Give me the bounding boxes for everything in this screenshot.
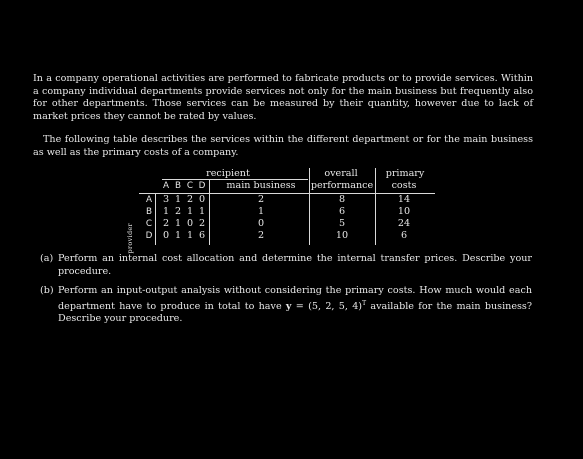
header-primary: primary (385, 168, 425, 179)
cell-d-c: 1 (186, 230, 194, 241)
rule-under-recipient (162, 179, 308, 180)
transpose-superscript: T (362, 299, 367, 307)
cell-d-d: 6 (198, 230, 206, 241)
cell-b-costs: 10 (397, 206, 411, 217)
cell-b-b: 2 (174, 206, 182, 217)
cell-d-main: 2 (257, 230, 265, 241)
cell-d-a: 0 (162, 230, 170, 241)
cell-b-a: 1 (162, 206, 170, 217)
cell-a-main: 2 (257, 194, 265, 205)
cell-b-main: 1 (257, 206, 265, 217)
rule-row-labels (155, 194, 156, 245)
row-label-d: D (145, 231, 153, 241)
question-b-vector-value: = (5, 2, 5, 4) (291, 300, 363, 312)
cell-b-overall: 6 (338, 206, 346, 217)
provider-label: provider (125, 223, 134, 254)
col-header-c: C (186, 181, 194, 191)
header-costs: costs (391, 180, 417, 191)
row-label-b: B (145, 207, 153, 217)
cell-c-main: 0 (257, 218, 265, 229)
intro-paragraph-1: In a company operational activities are performed to fabricate products or to provide services. Within a company individual departments provide services not only for the main business but frequently also for other departments. Those services can be measured by their quantity, however due to lack of market prices they cannot be rated by values. (33, 73, 533, 122)
cell-d-costs: 6 (400, 230, 408, 241)
cell-c-a: 2 (162, 218, 170, 229)
question-b-text-part1: Perform an input-output analysis without considering the primary costs. How much would each department have to produce in total to have (58, 285, 532, 312)
header-performance: performance (310, 180, 374, 191)
cell-a-c: 2 (186, 194, 194, 205)
col-header-d: D (198, 181, 206, 191)
row-label-c: C (145, 219, 153, 229)
cell-a-d: 0 (198, 194, 206, 205)
cell-b-d: 1 (198, 206, 206, 217)
cell-d-overall: 10 (335, 230, 349, 241)
cell-c-c: 0 (186, 218, 194, 229)
header-overall: overall (324, 168, 358, 179)
cell-d-b: 1 (174, 230, 182, 241)
col-header-b: B (174, 181, 182, 191)
row-label-a: A (145, 195, 153, 205)
intro-paragraph-2 (33, 134, 533, 159)
cell-c-overall: 5 (338, 218, 346, 229)
cell-c-costs: 24 (397, 218, 411, 229)
cell-a-overall: 8 (338, 194, 346, 205)
cell-c-d: 2 (198, 218, 206, 229)
col-header-a: A (162, 181, 170, 191)
cell-c-b: 1 (174, 218, 182, 229)
header-main-business: main business (226, 180, 296, 191)
question-b-text (58, 285, 532, 326)
vector-y: y (285, 300, 292, 312)
question-a-label: (a) (40, 253, 54, 264)
cell-b-c: 1 (186, 206, 194, 217)
question-b-label: (b) (40, 285, 54, 296)
intro-paragraph-2-text: The following table describes the services within the different department or for the main business as well as the primary costs of a company. (33, 134, 533, 158)
question-a-text: Perform an internal cost allocation and determine the internal transfer prices. Describe your procedure. (58, 253, 532, 277)
question-b-text-part3: available for the main business? Describe your procedure. (58, 300, 532, 325)
header-recipient: recipient (206, 168, 250, 179)
rule-after-d (209, 180, 210, 245)
cell-a-b: 1 (174, 194, 182, 205)
rule-after-overall (375, 168, 376, 245)
cell-a-a: 3 (162, 194, 170, 205)
cell-a-costs: 14 (397, 194, 411, 205)
